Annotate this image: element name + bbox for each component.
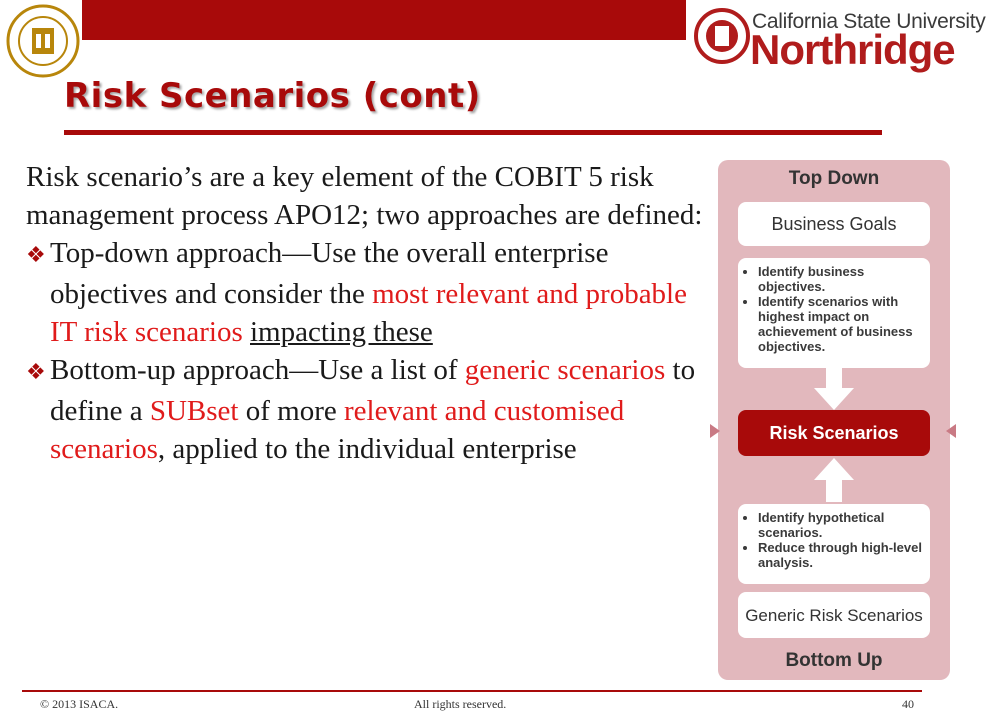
footer-rights: All rights reserved. bbox=[414, 697, 507, 711]
left-university-logo bbox=[6, 4, 80, 78]
bullet1-text-c bbox=[243, 316, 250, 348]
footer-rule bbox=[22, 690, 922, 692]
right-university-logo bbox=[692, 2, 986, 73]
bullet2-text-e: of more bbox=[238, 395, 344, 427]
slide-body bbox=[26, 158, 706, 468]
top-down-list-box bbox=[738, 258, 930, 368]
footer-copyright: © 2013 ISACA. bbox=[40, 697, 119, 711]
intro-paragraph: Risk scenario’s are a key element of the COBIT 5 risk management process APO12; two approaches are defined: bbox=[26, 161, 703, 231]
bullet2-highlight-customised: relevant and customised scenarios bbox=[50, 395, 625, 465]
slide-title: Risk Scenarios (cont) bbox=[64, 76, 481, 116]
right-pointer-icon bbox=[946, 424, 956, 438]
diamond-bullet-icon: ❖ bbox=[26, 243, 46, 268]
bullet-top-down bbox=[26, 234, 706, 351]
diamond-bullet-icon: ❖ bbox=[26, 360, 46, 385]
generic-risk-scenarios-box: Generic Risk Scenarios bbox=[738, 592, 930, 638]
top-list-item: • Identify scenarios with highest impact on achievement of business objectives. bbox=[758, 294, 922, 354]
bottom-up-list-box bbox=[738, 504, 930, 584]
left-pointer-icon bbox=[710, 424, 720, 438]
top-list-item: • Identify business objectives. bbox=[758, 264, 922, 294]
bullet2-highlight-generic: generic scenarios bbox=[464, 354, 666, 386]
header-bar bbox=[82, 0, 686, 40]
risk-scenarios-box: Risk Scenarios bbox=[738, 410, 930, 456]
up-arrow-icon bbox=[814, 458, 854, 502]
bullet2-text-g: , applied to the individual enterprise bbox=[157, 433, 577, 465]
title-underline bbox=[64, 130, 882, 135]
bullet2-text-a: Bottom-up approach—Use a list of bbox=[50, 354, 465, 386]
logo-wordmark-line1: California State University bbox=[752, 10, 986, 33]
diagram-top-label: Top Down bbox=[788, 168, 880, 189]
business-goals-box: Business Goals bbox=[738, 202, 930, 246]
bullet1-text-a: Top-down approach—Use the overall enterprise objectives and consider the bbox=[50, 237, 609, 310]
bottom-list-item: • Reduce through high-level analysis. bbox=[758, 540, 922, 570]
down-arrow-icon bbox=[814, 368, 854, 410]
logo-wordmark-line2: Northridge bbox=[750, 26, 955, 73]
bottom-list-item: • Identify hypothetical scenarios. bbox=[758, 510, 922, 540]
bullet2-highlight-subset: SUBset bbox=[149, 395, 239, 427]
diagram-bottom-label: Bottom Up bbox=[785, 650, 883, 671]
bullet-bottom-up bbox=[26, 351, 706, 468]
bullet2-text-c: to define a bbox=[50, 354, 696, 427]
bullet1-highlight: most relevant and probable IT risk scenarios bbox=[50, 278, 687, 348]
risk-scenario-diagram bbox=[718, 160, 950, 680]
bullet1-underlined: impacting these bbox=[250, 316, 433, 348]
page-number: 40 bbox=[902, 697, 914, 711]
